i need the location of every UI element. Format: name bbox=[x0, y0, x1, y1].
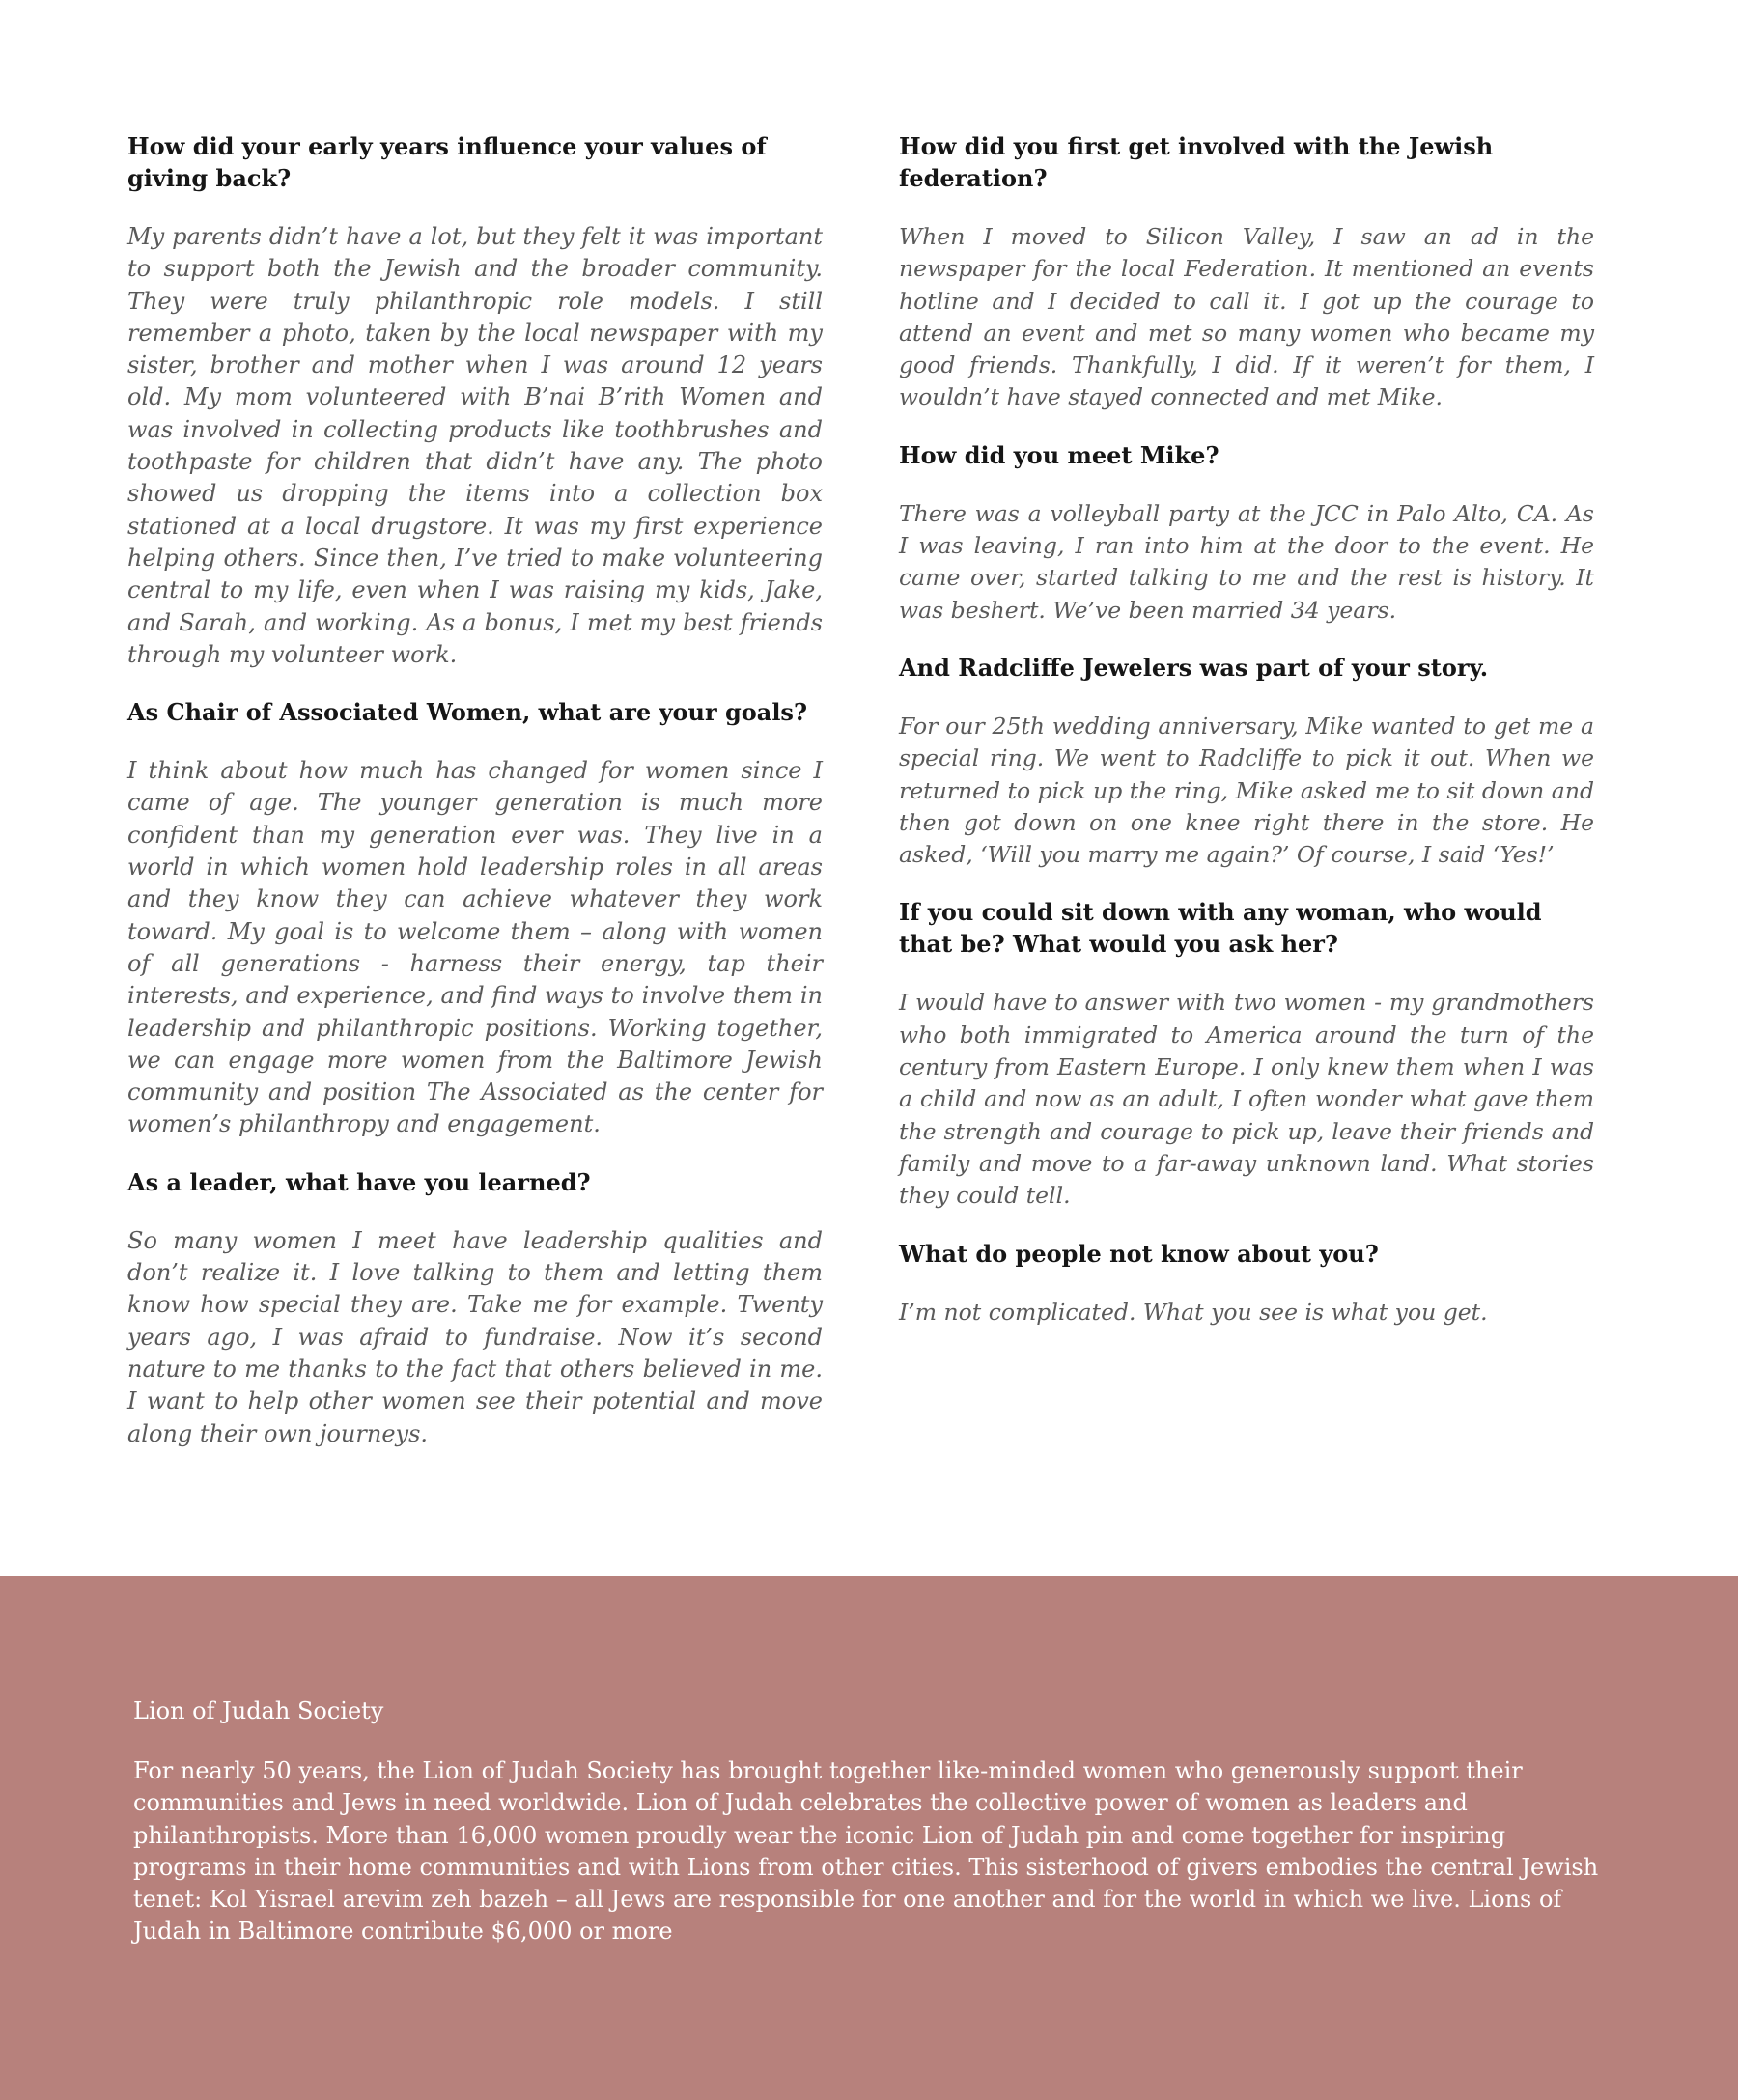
answer-leader-learned: So many women I meet have leadership qualities and don’t realize it. I love talking to them and letting them know how special they are. Take me for example. Twenty years ago, I was afraid to fundraise. Now it’s second nature to me thanks to the fact that others believed in me. I want to help other women see their potential and move along their own journeys. bbox=[127, 1226, 823, 1447]
question-federation: How did you first get involved with the Jewish federation? bbox=[899, 132, 1494, 192]
question-radcliffe: And Radcliffe Jewelers was part of your story. bbox=[899, 653, 1489, 682]
footer-title: Lion of Judah Society bbox=[133, 1697, 384, 1724]
answer-not-know: I’m not complicated. What you see is what you get. bbox=[899, 1298, 1488, 1326]
answer-radcliffe: For our 25th wedding anniversary, Mike wanted to get me a special ring. We went to Radcliffe to pick it out. When we returned to pick up the ring, Mike asked me to sit down and then got down on one knee right there in the store. He asked, ‘Will you marry me again?’ Of course, I said ‘Yes!’ bbox=[899, 712, 1594, 869]
question-not-know: What do people not know about you? bbox=[899, 1239, 1379, 1268]
footer-body: For nearly 50 years, the Lion of Judah Society has brought together like-minded women who generously support their communities and Jews in need worldwide. Lion of Judah celebrates the collective power of women as leaders and philanthropists. More than 16,000 women proudly wear the iconic Lion of Judah pin and come together for inspiring programs in their home communities and with Lions from other cities. This sisterhood of givers embodies the central Jewish tenet: Kol Yisrael arevim zeh bazeh – all Jews are responsible for one another and for the world in which we live. Lions of Judah in Baltimore contribute $6,000 or more bbox=[133, 1757, 1599, 1946]
answer-federation: When I moved to Silicon Valley, I saw an ad in the newspaper for the local Federation. It mentioned an events hotline and I decided to call it. I got up the courage to attend an event and met so many women who became my good friends. Thankfully, I did. If it weren’t for them, I wouldn’t have stayed connected and met Mike. bbox=[899, 223, 1594, 411]
right-column bbox=[899, 130, 1594, 1354]
question-early-years: How did your early years influence your values of giving back? bbox=[127, 132, 767, 192]
answer-chair-goals: I think about how much has changed for women since I came of age. The younger generation is much more confident than my generation ever was. They live in a world in which women hold leadership roles in all areas and they know they can achieve whatever they work toward. My goal is to welcome them – along with women of all generations - harness their energy, tap their interests, and experience, and find ways to involve them in leadership and philanthropic positions. Working together, we can engage more women from the Baltimore Jewish community and position The Associated as the center for women’s philanthropy and engagement. bbox=[127, 757, 823, 1138]
question-leader-learned: As a leader, what have you learned? bbox=[127, 1167, 591, 1196]
question-meet-mike: How did you meet Mike? bbox=[899, 440, 1219, 469]
answer-any-woman: I would have to answer with two women - my grandmothers who both immigrated to America around the turn of the century from Eastern Europe. I only knew them when I was a child and now as an adult, I often wonder what gave them the strength and courage to pick up, leave their friends and family and move to a far-away unknown land. What stories they could tell. bbox=[899, 989, 1594, 1210]
answer-early-years: My parents didn’t have a lot, but they felt it was important to support both the Jewish and the broader community. They were truly philanthropic role models. I still remember a photo, taken by the local newspaper with my sister, brother and mother when I was around 12 years old. My mom volunteered with B’nai B’rith Women and was involved in collecting products like toothbrushes and toothpaste for children that didn’t have any. The photo showed us dropping the items into a collection box stationed at a local drugstore. It was my first experience helping others. Since then, I’ve tried to make volunteering central to my life, even when I was raising my kids, Jake, and Sarah, and working. As a bonus, I met my best friends through my volunteer work. bbox=[127, 223, 823, 668]
question-chair-goals: As Chair of Associated Women, what are your goals? bbox=[127, 698, 808, 727]
left-column bbox=[127, 130, 823, 1475]
question-any-woman: If you could sit down with any woman, who would that be? What would you ask her? bbox=[899, 898, 1542, 959]
answer-meet-mike: There was a volleyball party at the JCC in Palo Alto, CA. As I was leaving, I ran into him at the door to the event. He came over, started talking to me and the rest is history. It was beshert. We’ve been married 34 years. bbox=[899, 499, 1594, 624]
